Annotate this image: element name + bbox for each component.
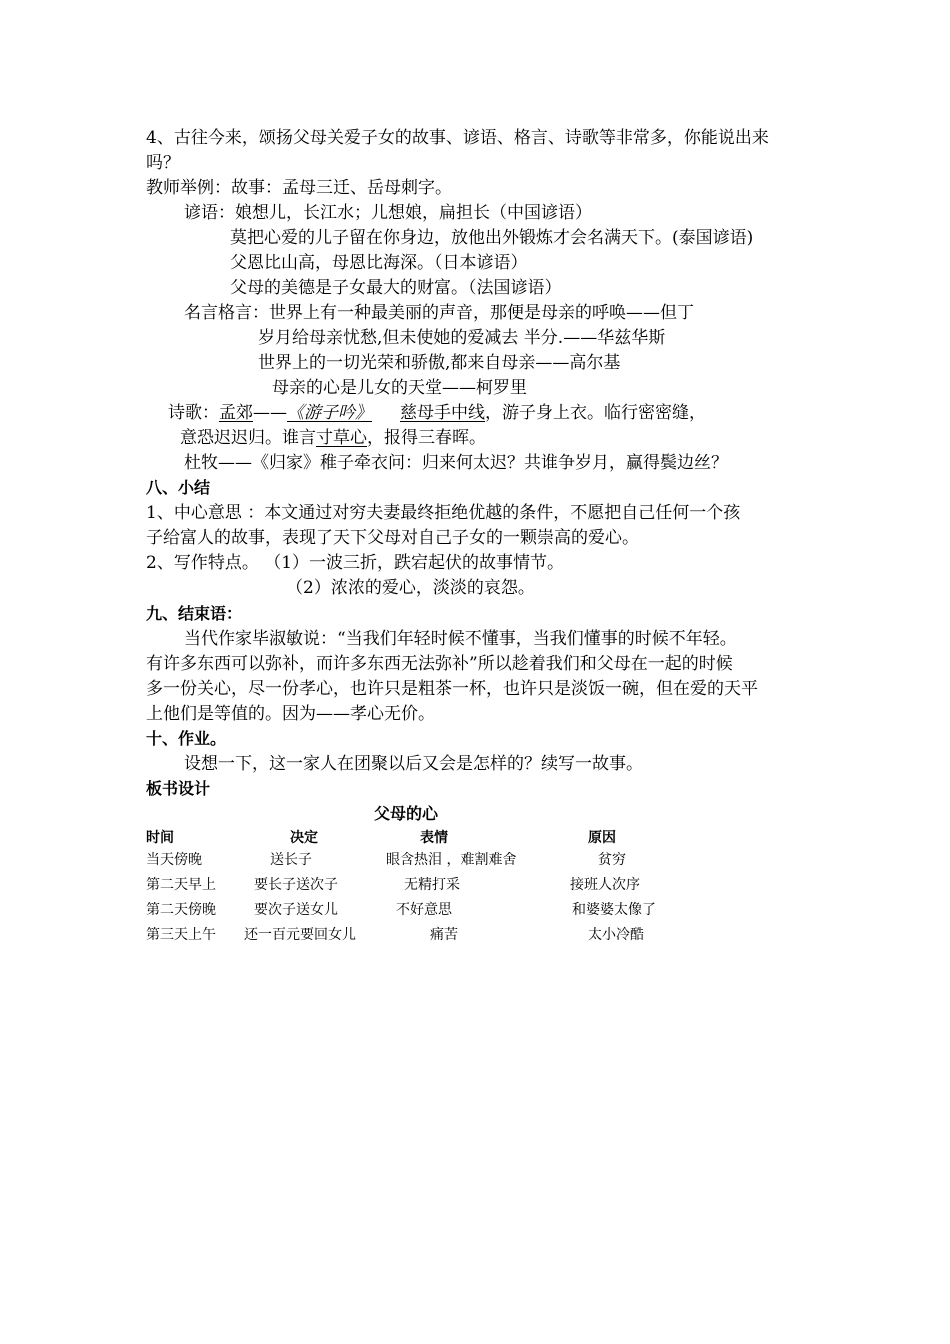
section-9-paragraph-line-2: 有许多东西可以弥补，而许多东西无法弥补”所以趁着我们和父母在一起的时候 [146, 654, 733, 674]
section-10-title: 十、作业。 [146, 729, 227, 748]
teacher-example: 教师举例：故事：孟母三迁、岳母刺字。 [146, 178, 452, 198]
poem-line-2 [180, 426, 486, 450]
board-title: 父母的心 [374, 804, 439, 823]
table-header-decision: 决定 [290, 830, 318, 846]
poem-line-1 [168, 401, 706, 425]
poem-dumu: 杜牧——《归家》稚子牵衣问：归来何太迟？共谁争岁月，赢得鬓边丝？ [184, 453, 728, 473]
proverb-chinese: 谚语：娘想儿，长江水；儿想娘，扁担长（中国谚语） [184, 203, 592, 223]
table-header-time: 时间 [146, 830, 174, 846]
question-4-line-2: 吗？ [146, 153, 180, 173]
table-row-4-time: 第三天上午 [146, 927, 216, 943]
table-row-1-decision: 送长子 [270, 852, 312, 868]
poem-line-2-end: ，报得三春晖。 [367, 428, 486, 448]
poem-line-1-rest: ，游子身上衣。临行密密缝， [485, 403, 706, 423]
poem-phrase-cuncao: 寸草心 [316, 428, 367, 448]
section-8-central-idea-2: 子给富人的故事，表现了天下父母对自己子女的一颗崇高的爱心。 [146, 528, 639, 548]
poem-line-2-start: 意恐迟迟归。谁言 [180, 428, 316, 448]
table-row-3-reason: 和婆婆太像了 [572, 902, 656, 918]
poem-label: 诗歌： [168, 403, 219, 423]
poem-title: 《游子吟》 [287, 403, 372, 423]
section-9-paragraph-line-4: 上他们是等值的。因为——孝心无价。 [146, 704, 435, 724]
table-row-4-expression: 痛苦 [430, 927, 458, 943]
table-header-reason: 原因 [588, 830, 616, 846]
table-row-3-time: 第二天傍晚 [146, 902, 216, 918]
table-row-2-time: 第二天早上 [146, 877, 216, 893]
table-row-4-reason: 太小冷酷 [588, 927, 644, 943]
table-row-1-reason: 贫穷 [598, 852, 626, 868]
poem-dash: —— [253, 403, 287, 423]
poem-author: 孟郊 [219, 403, 253, 423]
section-8-writing-feature-1: 2、写作特点。 （1）一波三折，跌宕起伏的故事情节。 [146, 553, 565, 573]
proverb-french: 父母的美德是子女最大的财富。（法国谚语） [230, 278, 562, 298]
poem-phrase-cimu: 慈母手中线 [400, 403, 485, 423]
table-row-1-time: 当天傍晚 [146, 852, 202, 868]
question-4-line-1: 4、古往今来，颂扬父母关爱子女的故事、谚语、格言、诗歌等非常多，你能说出来 [146, 128, 769, 148]
proverb-japanese: 父恩比山高，母恩比海深。（日本谚语） [230, 253, 528, 273]
table-row-4-decision: 还一百元要回女儿 [244, 927, 356, 943]
quote-koroli: 母亲的心是儿女的天堂——柯罗里 [272, 378, 527, 398]
table-row-3-decision: 要次子送女儿 [254, 902, 338, 918]
section-8-central-idea-1: 1、中心意思 ：本文通过对穷夫妻最终拒绝优越的条件，不愿把自己任何一个孩 [146, 503, 741, 523]
table-row-2-expression: 无精打采 [404, 877, 460, 893]
board-design-label: 板书设计 [146, 779, 211, 798]
table-row-1-expression: 眼含热泪 ，难割难舍 [386, 852, 517, 868]
quote-gorky: 世界上的一切光荣和骄傲,都来自母亲——高尔基 [258, 353, 621, 373]
quote-dante: 名言格言：世界上有一种最美丽的声音，那便是母亲的呼唤——但丁 [184, 303, 694, 323]
section-9-title: 九、结束语： [146, 604, 243, 623]
section-9-paragraph-line-3: 多一份关心，尽一份孝心，也许只是粗茶一杯，也许只是淡饭一碗，但在爱的天平 [146, 679, 758, 699]
table-row-3-expression: 不好意思 [396, 902, 452, 918]
section-8-title: 八、小结 [146, 478, 211, 497]
section-10-homework: 设想一下，这一家人在团聚以后又会是怎样的？续写一故事。 [184, 754, 643, 774]
table-row-2-reason: 接班人次序 [570, 877, 640, 893]
quote-wordsworth: 岁月给母亲忧愁,但未使她的爱减去 半分.——华兹华斯 [258, 328, 666, 348]
section-9-paragraph-line-1: 当代作家毕淑敏说：“当我们年轻时候不懂事，当我们懂事的时候不年轻。 [184, 629, 737, 649]
table-row-2-decision: 要长子送次子 [254, 877, 338, 893]
proverb-thai: 莫把心爱的儿子留在你身边，放他出外锻炼才会名满天下。(泰国谚语) [230, 228, 754, 248]
table-header-expression: 表情 [420, 830, 448, 846]
section-8-writing-feature-2: （2）浓浓的爱心，淡淡的哀怨。 [286, 578, 535, 598]
